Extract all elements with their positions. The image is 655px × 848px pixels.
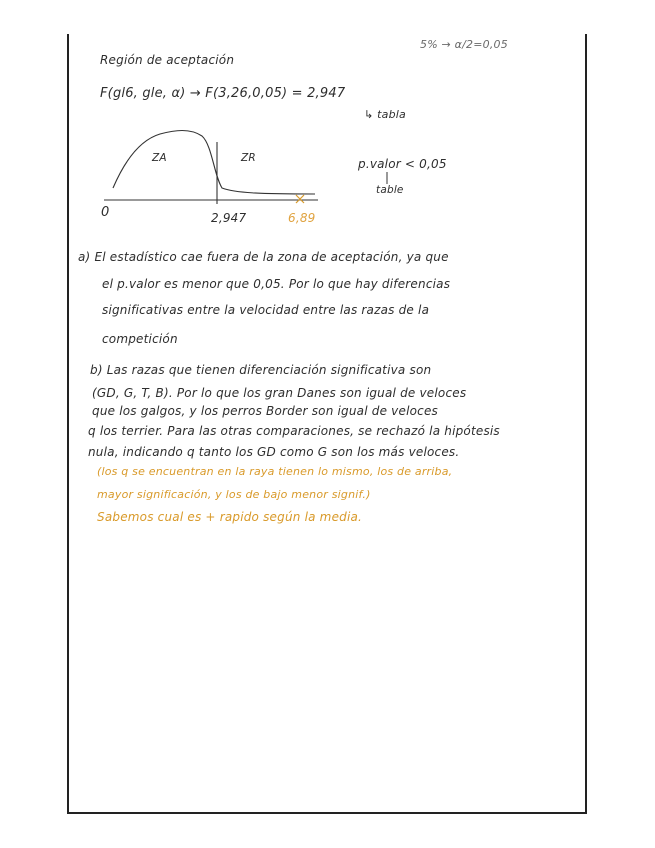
pvalue-table-note: table: [376, 184, 404, 196]
graph-rejection-zone-label: ZR: [241, 152, 256, 164]
answer-b-line-2: (GD, G, T, B). Por lo que los gran Danes son igual de veloces: [92, 386, 467, 400]
answer-b-line-3: que los galgos, y los perros Border son igual de veloces: [92, 404, 438, 418]
answer-b-note-line-2: mayor significación, y los de bajo menor signif.): [97, 488, 371, 501]
f-formula: F(gl6, gle, α) → F(3,26,0,05) = 2,947: [100, 86, 346, 101]
pvalue-condition: p.valor < 0,05: [358, 157, 447, 171]
graph-statistic-label: 6,89: [288, 211, 316, 225]
graph-origin-label: 0: [101, 205, 110, 220]
header-right-note: 5% → α/2=0,05: [420, 38, 508, 51]
answer-a-line-4: competición: [102, 332, 178, 346]
density-curve: [113, 131, 315, 195]
answer-b-line-4: q los terrier. Para las otras comparaciones, se rechazó la hipótesis: [88, 424, 500, 438]
graph-acceptance-zone-label: ZA: [152, 152, 167, 164]
answer-b-line-5: nula, indicando q tanto los GD como G son los más veloces.: [88, 445, 460, 459]
answer-b-note-line-1: (los q se encuentran en la raya tienen lo mismo, los de arriba,: [97, 465, 453, 478]
heading-acceptance-region: Región de aceptación: [100, 53, 235, 67]
formula-table-note: ↳ tabla: [364, 108, 406, 121]
answer-a-line-1: a) El estadístico cae fuera de la zona de aceptación, ya que: [78, 250, 449, 264]
answer-b-line-1: b) Las razas que tienen diferenciación significativa son: [90, 363, 432, 377]
answer-a-line-2: el p.valor es menor que 0,05. Por lo que hay diferencias: [102, 277, 451, 291]
graph-critical-value-label: 2,947: [211, 211, 247, 225]
answer-a-line-3: significativas entre la velocidad entre las razas de la: [102, 303, 430, 317]
answer-b-note-line-3: Sabemos cual es + rapido según la media.: [97, 510, 363, 524]
